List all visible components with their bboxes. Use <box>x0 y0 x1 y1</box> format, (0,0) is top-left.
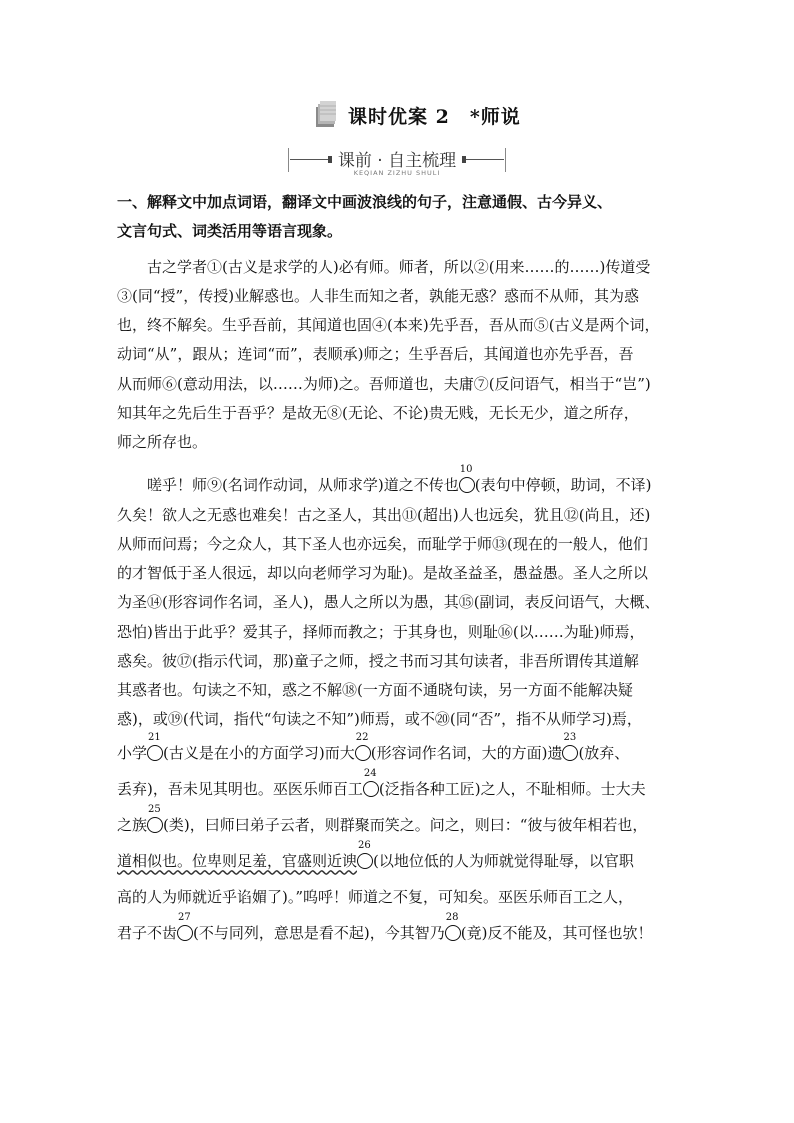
text-line: 古之学者①(古义是求学的人)必有师。师者，所以②(用来……的……)传道受 <box>147 257 651 276</box>
section-subtitle: KEQIAN ZIZHU SHULI <box>353 169 441 177</box>
paragraph-2 <box>117 464 683 950</box>
text-line: 高的人为师就近乎谄媚了)。”呜呼！师道之不复，可知矣。巫医乐师百工之人， <box>117 887 634 906</box>
paragraph-1 <box>117 253 683 458</box>
text-line: ③(同“授”，传授)业解惑也。人非生而知之者，孰能无惑？惑而不从师，其为惑 <box>117 286 640 305</box>
text-line: 知其年之先后生于吾乎？是故无⑧(无论、不论)贵无贱，无长无少，道之所存， <box>117 403 639 422</box>
page-title: 课时优案 2 *师说 <box>348 105 521 128</box>
circled-number: 24 <box>363 779 379 797</box>
text-line: 久矣！欲人之无惑也难矣！古之圣人，其出⑪(超出)人也远矣，犹且⑫(尚且，还) <box>117 505 651 524</box>
text-line: 的才智低于圣人很远，却以向老师学习为耻)。是故圣益圣，愚益愚。圣人之所以 <box>117 564 648 582</box>
text-line: 道相似也。位卑则足羞，官盛则近谀 26 (以地位低的人为师就觉得耻辱，以官职 <box>117 839 634 870</box>
text-line: 动词“从”，跟从；连词“而”，表顺承)师之；生乎吾后，其闻道也亦先乎吾，吾 <box>117 345 634 364</box>
text-line: 小学 21 (古义是在小的方面学习)而大 22 (形容词作名词，大的方面)遗 23 (放弃、 <box>117 731 630 762</box>
text-line: 师之所存也。 <box>117 433 208 451</box>
text-segment: (表句中停顿，助词，不译) <box>474 476 652 495</box>
title-row <box>312 98 521 132</box>
instruction-line: 文言句式、词类活用等语言现象。 <box>117 222 343 241</box>
text-segment: 嗟乎！师⑨(名词作动词，从师求学)道之不传也 <box>147 476 459 495</box>
book-icon <box>312 101 338 129</box>
text-line <box>117 464 683 500</box>
text-line: 从而师⑥(意动用法，以……为师)之。吾师道也，夫庸⑦(反问语气，相当于“岂”) <box>117 374 651 393</box>
text-line: 之族 25 (类)，曰师曰弟子云者，则群聚而笑之。问之，则曰：“彼与彼年相若也， <box>117 803 648 834</box>
instruction-line: 一、解释文中加点词语，翻译文中画波浪线的句子，注意通假、古今异义、 <box>117 193 613 211</box>
circled-number: 25 <box>147 815 163 833</box>
text-line: 丢弃)，吾未见其明也。巫医乐师百工 24 (泛指各种工匠)之人，不耻相师。士大夫 <box>117 767 646 798</box>
section-banner <box>282 142 512 186</box>
circled-number: 27 <box>177 923 193 941</box>
circled-number: 21 <box>147 743 163 761</box>
text-line: 也，终不解矣。生乎吾前，其闻道也固④(本来)先乎吾，吾从而⑤(古义是两个词， <box>117 316 660 334</box>
circled-number: 23 <box>562 743 578 761</box>
text-line: 恐怕)皆出于此乎？爱其子，择师而教之；于其身也，则耻⑯(以……为耻)师焉， <box>117 622 645 641</box>
circled-number: 28 <box>445 923 461 941</box>
circled-number: 22 <box>355 743 371 761</box>
text-line: 惑矣。彼⑰(指示代词，那)童子之师，授之书而习其句读者，非吾所谓传其道解 <box>117 651 639 670</box>
text-line: 其惑者也。句读之不知，惑之不解⑱(一方面不通晓句读，另一方面不能解决疑 <box>117 681 633 699</box>
content-body <box>117 188 683 951</box>
section-title: 课前 · 自主梳理 <box>282 146 512 171</box>
text-line: 从师而问焉；今之众人，其下圣人也亦远矣，而耻学于师⑬(现在的一般人，他们 <box>117 534 648 553</box>
text-line: 君子不齿 27 (不与同列，意思是看不起)，今其智乃 28 (竟)反不能及，其可怪也欤！ <box>117 911 653 942</box>
text-line: 为圣⑭(形容词作名词，圣人)，愚人之所以为愚，其⑮(副词，表反问语气，大概、 <box>117 593 660 612</box>
text-line: 惑)，或⑲(代词，指代“句读之不知”)师焉，或不⑳(同“否”，指不从师学习)焉， <box>117 710 642 729</box>
instruction <box>117 188 683 247</box>
circled-number: 10 <box>459 475 475 493</box>
circled-number: 26 <box>357 851 373 869</box>
